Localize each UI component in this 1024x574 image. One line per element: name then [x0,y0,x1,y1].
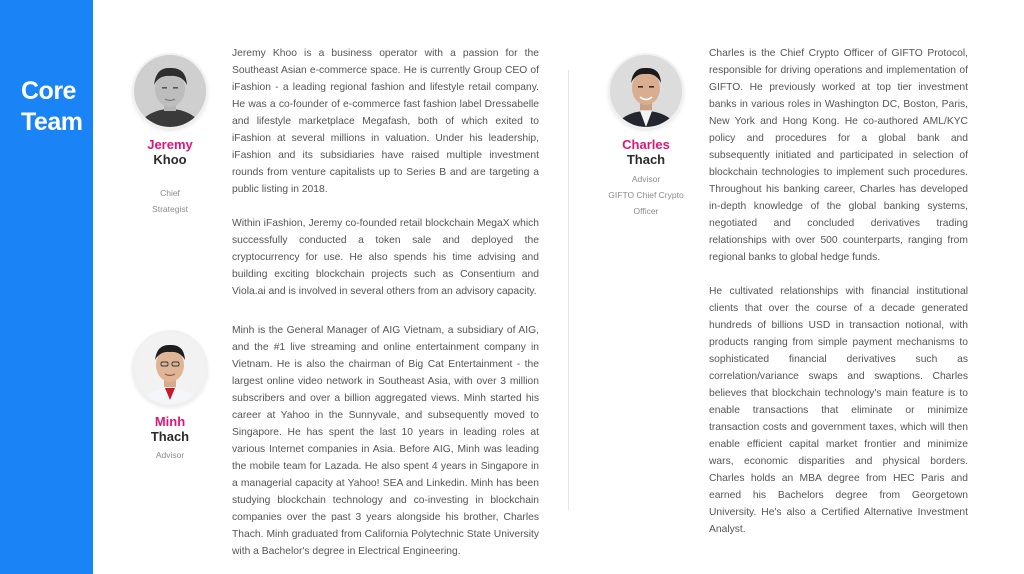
person-name-jeremy [130,137,210,167]
person-name-charles [606,137,686,167]
bio-jeremy [232,45,539,300]
avatar-minh [134,332,206,404]
role-line: GIFTO Chief Crypto [608,190,684,200]
person-role-minh [130,447,210,463]
section-title-line1: Core [21,77,76,105]
role-line: Chief [160,188,180,198]
sidebar-panel [0,0,93,574]
avatar-minh-photo [134,332,206,404]
role-line: Strategist [152,204,188,214]
section-title [21,76,82,138]
column-divider [568,70,569,510]
last-name: Thach [150,429,190,444]
avatar-charles [610,55,682,127]
avatar-jeremy-photo [134,55,206,127]
role-line: Officer [633,206,659,216]
section-title-line2: Team [21,108,83,136]
bio-minh [232,322,539,560]
bio-paragraph: Charles is the Chief Crypto Officer of GIFTO Protocol, responsible for driving operations and implementation of GIFTO. He previously worked at top tier investment banks in various roles in Washington DC, Boston, Paris, New York and Hong Kong. He co-authored AML/KYC policy and procedures for a global bank and subsequently initiated and participated in selection of blockchain technologies to implement such procedures. Throughout his banking career, Charles has developed in-depth knowledge of the global banking systems, negotiated and concluded derivatives trading relationships with over 500 counterparts, ranging from regional banks to global hedge funds. [709,48,968,263]
role-line: Advisor [631,174,661,184]
first-name: Jeremy [147,137,193,152]
first-name: Charles [622,137,670,152]
person-name-minh [130,414,210,444]
first-name: Minh [154,414,186,429]
person-role-charles [596,171,696,219]
last-name: Khoo [153,152,187,167]
role-line: Advisor [155,450,185,460]
bio-charles [709,45,968,538]
bio-paragraph: He cultivated relationships with financial institutional clients that over the course of a decade generated hundreds of billions USD in transaction notional, with products ranging from simple payment mechanisms to sophisticated financial derivatives such as correlation/variance swaps and swaptions. Charles believes that blockchain technology's main feature is to enable transactions that eliminate or minimize transaction costs and government taxes, which will then enable efficient capital market frontier and minimize wars, economic disparities and physical borders. Charles holds an MBA degree from HEC Paris and earned his Bachelors degree from Georgetown University. He's also a Certified Alternative Investment Analyst. [709,286,968,535]
last-name: Thach [626,152,666,167]
bio-paragraph: Jeremy Khoo is a business operator with a passion for the Southeast Asian e-commerce space. He is currently Group CEO of iFashion - a leading regional fashion and lifestyle retail company. He was a co-founder of e-commerce fast fashion label Dressabelle and lifestyle marketplace Megafash, both of which exited to iFashion at several millions in valuation. Under his leadership, iFashion and its subsidiaries have raised multiple investment rounds from venture capitalists up to Series B and are targeting a public listing in 2018. [232,48,539,195]
avatar-charles-photo [610,55,682,127]
person-role-jeremy [130,185,210,217]
bio-paragraph: Within iFashion, Jeremy co-founded retail blockchain MegaX which successfully conducted a token sale and deployed the cryptocurrency for use. He also spends his time advising and building exciting blockchain projects such as Consentium and Viola.ai and is involved in several others from an advisory capacity. [232,218,539,297]
bio-paragraph: Minh is the General Manager of AIG Vietnam, a subsidiary of AIG, and the #1 live streaming and online entertainment company in Vietnam. He is also the chairman of Big Cat Entertainment - the largest online video network in Southeast Asia, with over 3 million subscribers and over a billion aggregated views. Minh started his career at Yahoo in the Sunnyvale, and subsequently moved to Singapore. He has spent the last 10 years in leading roles at various Internet companies in Asia. Before AIG, Minh was leading the mobile team for Lazada. He also spent 4 years in Singapore in a managerial capacity at Yahoo! SEA and Linkedin. Minh has been studying blockchain technology and co-investing in blockchain companies over the past 3 years alongside his brother, Charles Thach. Minh graduated from California Polytechnic State University with a Bachelor's degree in Electrical Engineering. [232,325,539,557]
avatar-jeremy [134,55,206,127]
